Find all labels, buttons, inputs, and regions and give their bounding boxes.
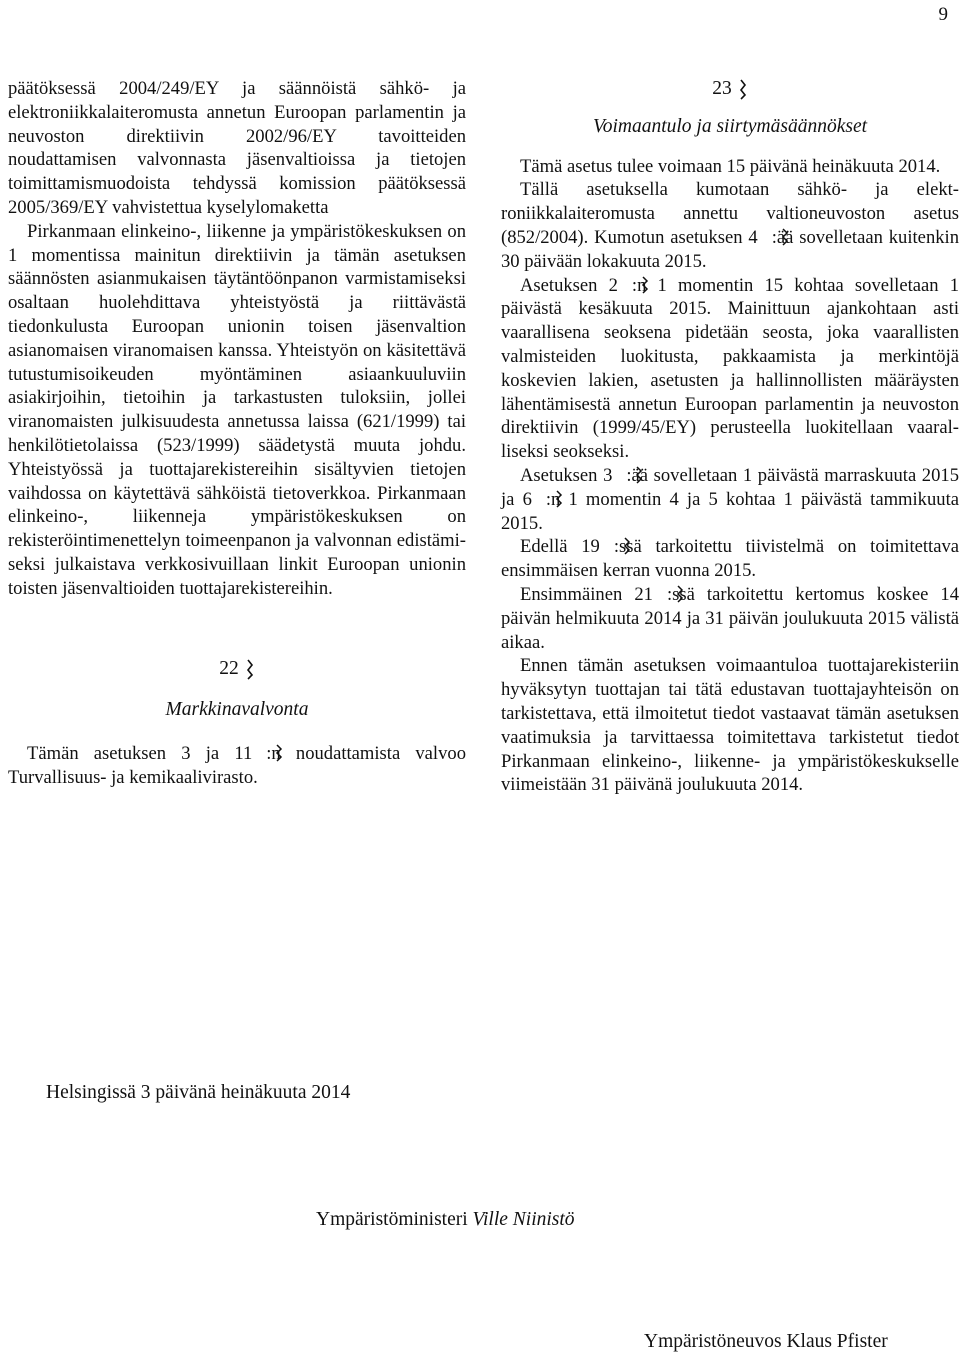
right-paragraph-4-end: :n 1 momentin 4 ja 5 kohtaa 1 päivästä tammikuuta 2015. (501, 488, 959, 534)
minister-signature (316, 1209, 575, 1231)
right-paragraph-3 (501, 274, 959, 464)
minister-title: Ympäristöministeri (316, 1209, 468, 1230)
section-sign-icon (616, 466, 624, 484)
section-23-heading (501, 77, 959, 101)
section-22-text (8, 742, 466, 790)
section-22-number: 22 (219, 657, 239, 679)
section-22-heading (8, 657, 466, 681)
section-23-title: Voimaantulo ja siirtymäsäännökset (592, 115, 868, 137)
right-paragraph-1: Tämä asetus tulee voimaan 15 päivänä heinäkuuta 2014. (520, 155, 941, 177)
right-paragraph-4 (501, 464, 959, 535)
section-sign-icon (256, 744, 264, 762)
place-and-date: Helsingissä 3 päivänä heinäkuuta 2014 (46, 1082, 351, 1103)
section-sign-icon (762, 228, 770, 246)
section-sign-icon (245, 658, 255, 678)
adviser-signature: Ympäristöneuvos Klaus Pfister (644, 1331, 888, 1352)
section-23-number: 23 (712, 78, 732, 99)
right-paragraph-4-start: Asetuksen 3 (520, 464, 613, 486)
right-column (501, 77, 959, 797)
section-22-title: Markkinavalvonta (165, 699, 309, 721)
left-column (8, 77, 466, 790)
page-number: 9 (938, 4, 948, 25)
section-sign-icon (622, 276, 630, 294)
left-paragraph-1: päätöksessä 2004/249/EY ja säännöistä sähkö- ja elektroniikkalaiteromusta annetun Euroopan parlamentin ja neuvoston direktiivin 2002/96/EY tavoitteiden noudattamisen valvonnasta jäsenvaltioissa ja tietojen toimittamismuodoista tehdyssä komission päätöksessä 2005/369/EY vahvistettua kyselylomaketta (8, 78, 466, 218)
section-sign-icon (657, 585, 665, 603)
section-sign-icon (738, 78, 748, 98)
right-paragraph-3-end: :n 1 momentin 15 kohtaa sovelletaan 1 päivästä kesäkuuta 2015. Mainittuun ajankohtaan asti vaarallisena seoksena pidetään seosta, joka vaarallisten valmisteiden luokitusta, pakkaamista ja merkintöjä koskevien lakien, asetusten ja hallinnollisten määräysten lähentämisestä annetun Euroopan parlamentin ja neuvoston direktiivin (1999/45/EY) perusteella luokitellaan vaaralliseksi seokseksi. (501, 274, 959, 463)
right-paragraph-6-end: :ssä tarkoitettu kertomus koskee 14 päivän helmikuuta 2014 ja 31 päivän joulukuuta 2015 välistä aikaa. (501, 583, 960, 653)
section-22-text-start: Tämän asetuksen 3 ja 11 (27, 743, 253, 765)
left-paragraph-2: Pirkanmaan elinkeino-, liikenne ja ympäristökeskuksen on 1 momentissa mainitun direktiivin ja tämän asetuksen säännösten asianmukaisen täytäntöönpanon varmistamiseksi osaltaan huolehdittava yhteistyöstä ja riittävästä tiedonkulusta Euroopan unionin toisen jäsenvaltion asianomaisen viranomaisen kanssa. Yhteistyön on käsitettävä tutustumisoikeuden myöntäminen asiaankuuluviin asiakirjoihin, tietoihin ja tarkastusten tuloksiin, jollei viranomaisten julkisuudesta annetussa laissa (621/1999) tai henkilötietolaissa (523/1999) säädetystä muuta johdu. Yhteistyössä ja tuottajarekistereihin sisältyvien tietojen vaihdossa on käytettävä sähköistä tietoverkkoa. Pirkanmaan elinkeino-, liikenneja ympäristökeskuksen on rekisteröintimenettelyn toimeenpanon ja valvonnan edistämiseksi julkaistava verkkosivuillaan linkit Euroopan unionin toisten jäsenvaltioiden tuottajarekistereihin. (8, 220, 466, 599)
right-paragraph-6 (501, 583, 959, 654)
minister-name: Ville Niinistö (472, 1209, 575, 1230)
right-paragraph-2-end: :ää sovelletaan kuitenkin 30 päivään lokakuuta 2015. (501, 226, 959, 272)
right-paragraph-4-middle: :ää sovelletaan 1 päivästä marraskuuta 2015 ja 6 (501, 464, 959, 510)
right-paragraph-2-start: Tällä asetuksella kumotaan sähkö- ja elektroniikkalaiteromusta annettu valtioneuvoston asetus (852/2004). Kumotun asetuksen 4 (501, 179, 959, 248)
right-paragraph-3-start: Asetuksen 2 (520, 274, 618, 296)
section-22-text-end: :n noudattamista valvoo Turvallisuus- ja kemikaalivirasto. (8, 743, 466, 788)
right-paragraph-5 (501, 535, 959, 583)
right-paragraph-7: Ennen tämän asetuksen voimaantuloa tuottajarekisteriin hyväksytyn tuottajan tai tätä edustavan tuottajayhteisön on tarkistettava, että ilmoitetut tiedot vastaavat tämän asetuksen vaatimuksia ja tarvittaessa toimitettava tarkistetut tiedot Pirkanmaan elinkeino-, liikenne- ja ympäristökeskukselle viimeistään 31 päivänä joulukuuta 2014. (501, 655, 959, 796)
right-paragraph-2 (501, 178, 959, 273)
right-paragraph-5-start: Edellä 19 (520, 536, 600, 558)
right-paragraph-6-start: Ensimmäinen 21 (520, 583, 653, 605)
section-sign-icon (536, 490, 544, 508)
section-sign-icon (604, 537, 612, 555)
right-paragraph-5-end: :ssä tarkoitettu tiivistelmä on toimitettava ensimmäisen kerran vuonna 2015. (501, 536, 959, 582)
